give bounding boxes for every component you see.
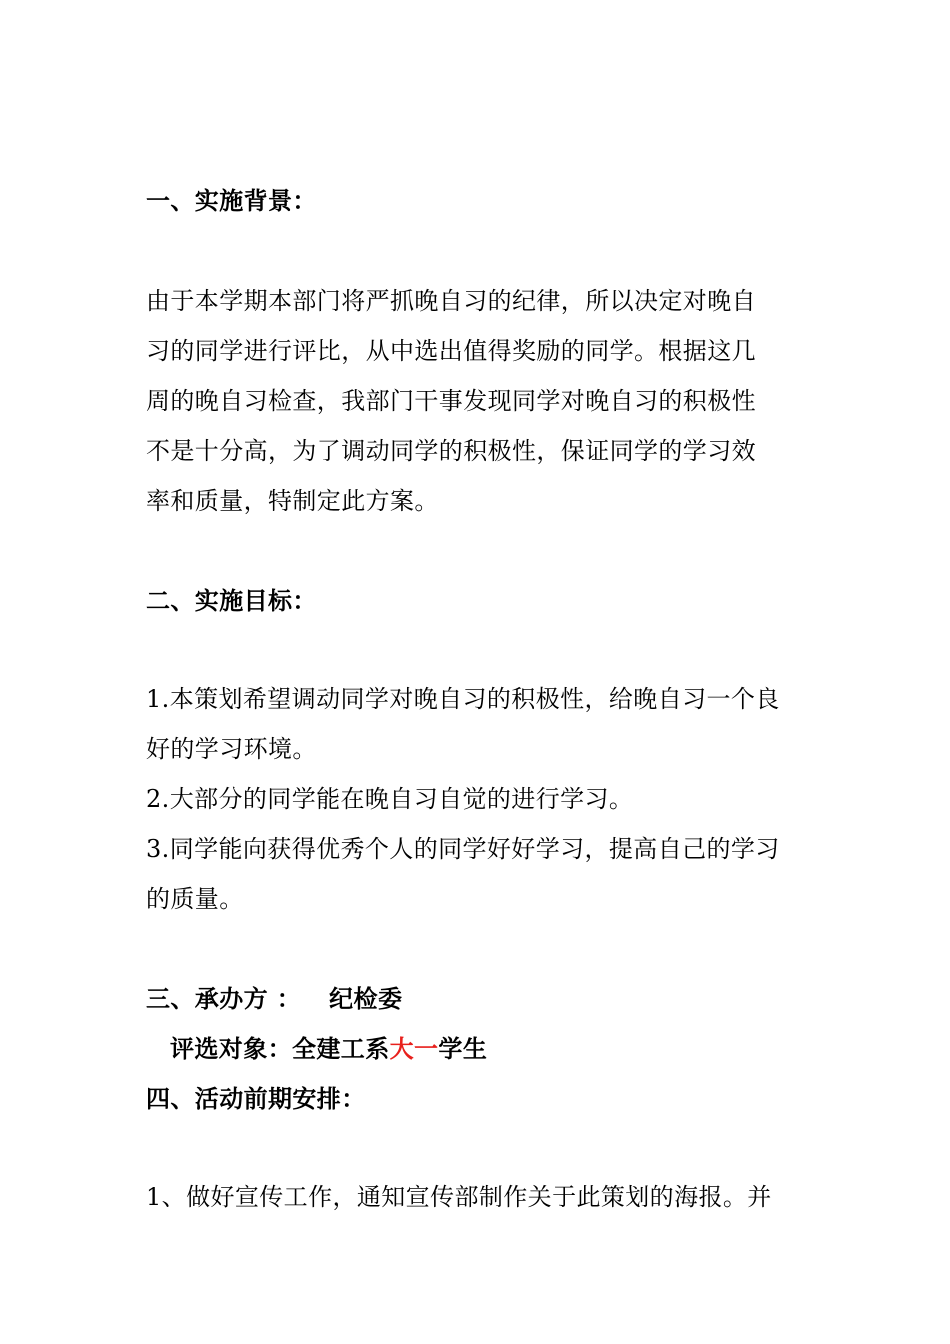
organizer-name: 纪检委 [329,984,403,1013]
section-2-heading: 二、实施目标： [146,586,317,615]
section-1-line-3: 周的晚自习检查，我部门干事发现同学对晚自习的积极性 [146,387,756,415]
section-3-heading [146,982,816,1016]
section-2-line-5: 的质量。 [146,885,244,913]
selection-target [170,1032,840,1066]
section-4-line-1: 1、做好宣传工作，通知宣传部制作关于此策划的海报。并 [146,1183,772,1211]
section-2-line-4: 3.同学能向获得优秀个人的同学好好学习，提高自己的学习 [146,835,780,863]
section-1-line-1: 由于本学期本部门将严抓晚自习的纪律，所以决定对晚自 [146,287,756,315]
section-4-heading: 四、活动前期安排： [146,1084,366,1113]
section-3-heading-label: 三、承办方 ： [146,984,302,1013]
section-1-line-4: 不是十分高，为了调动同学的积极性，保证同学的学习效 [146,437,756,465]
section-1-heading: 一、实施背景： [146,186,317,215]
section-1-line-5: 率和质量，特制定此方案。 [146,487,439,515]
section-1-line-2: 习的同学进行评比，从中选出值得奖励的同学。根据这几 [146,337,756,365]
section-2-line-3: 2.大部分的同学能在晚自习自觉的进行学习。 [146,785,634,813]
section-2-line-2: 好的学习环境。 [146,735,317,763]
selection-target-highlight: 大一 [389,1034,439,1063]
selection-target-suffix: 学生 [438,1034,488,1063]
section-2-line-1: 1.本策划希望调动同学对晚自习的积极性，给晚自习一个良 [146,685,780,713]
selection-target-label: 评选对象：全建工系 [170,1034,390,1063]
